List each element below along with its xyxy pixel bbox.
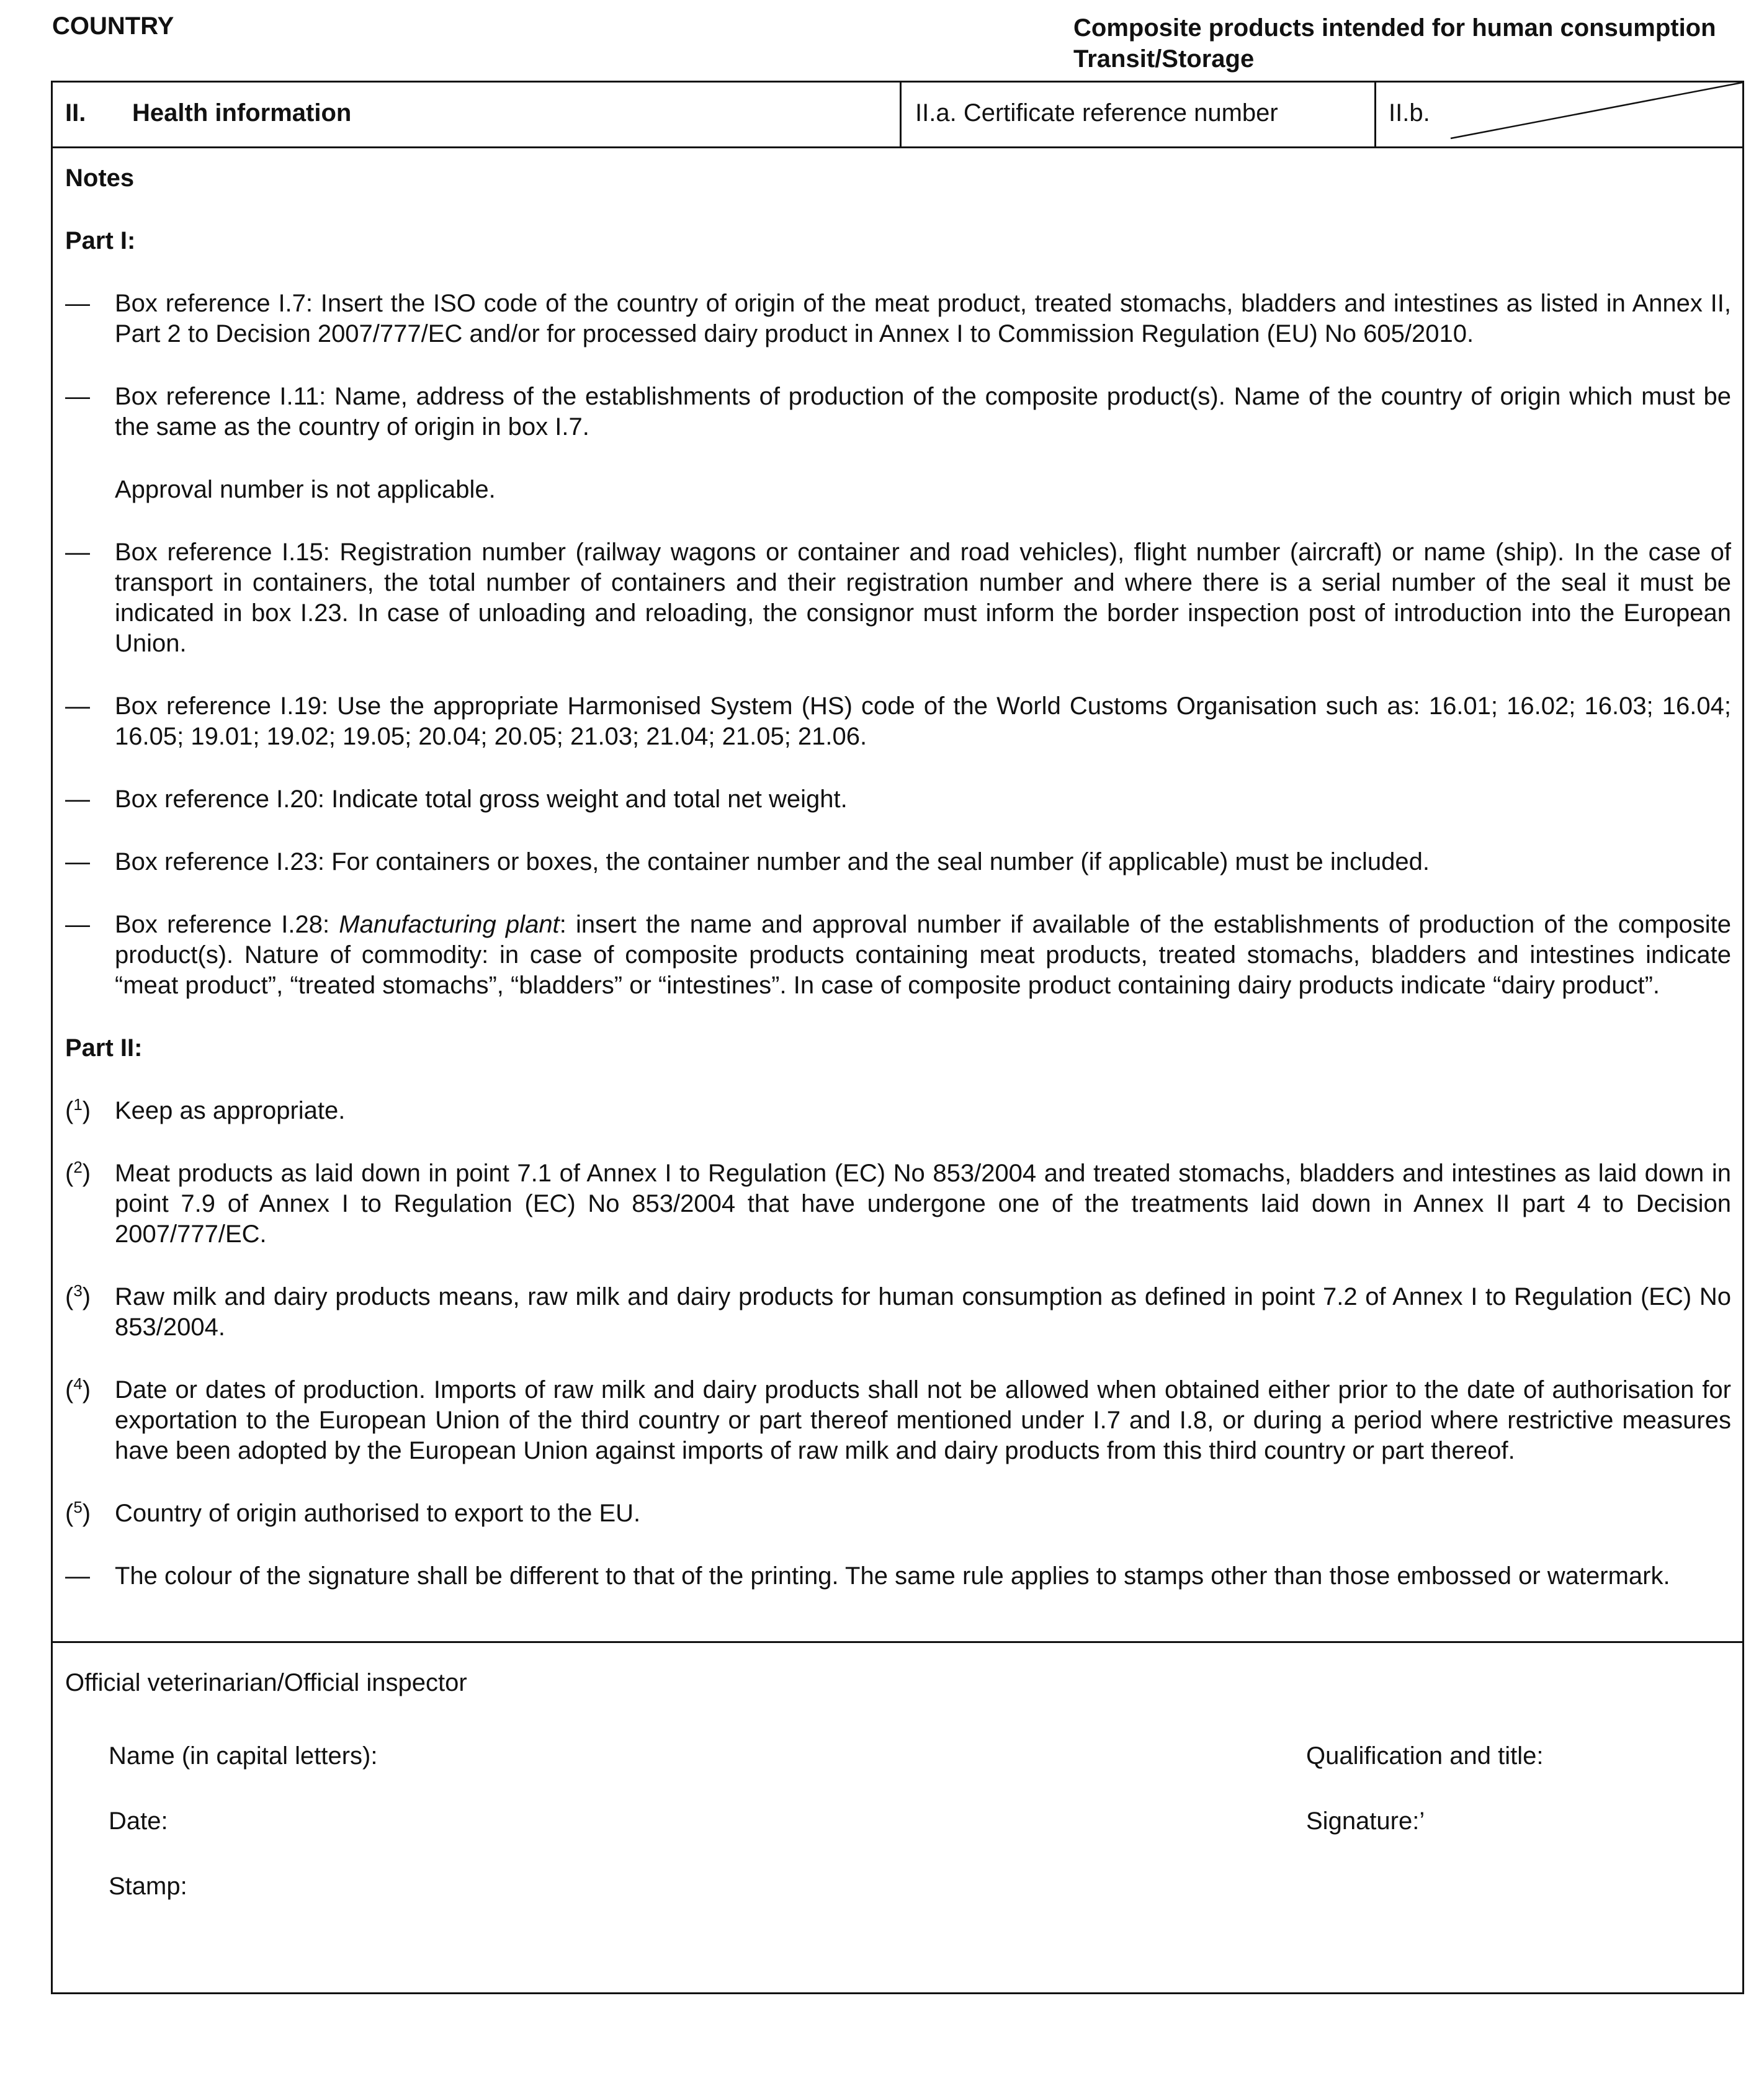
footnote-marker: ($^2$) [65,1158,91,1187]
note-text: Box reference I.11: Name, address of the establishments of production of the composite product(s). Name of the country of origin which must be the same as the country of origin in box I.7. [115,383,1731,441]
note-box-i7 [65,289,1731,349]
dash-mark: — [65,1562,90,1590]
note-text-italic: Manufacturing plant [339,911,560,938]
name-label: Name (in capital letters): [109,1742,378,1770]
footnote-text: Date or dates of production. Imports of raw milk and dairy products shall not be allowed when obtained either prior to the date of authorisation for exportation to the European Union of the third country or part thereof mentioned under I.7 and I.8, or during a period where restrictive measures have been adopted by the European Union against imports of raw milk and dairy products from this third country or part thereof. [115,1376,1731,1464]
footnote-text: Keep as appropriate. [115,1097,346,1124]
footnote-marker: ($^1$) [65,1095,91,1124]
note-text: Box reference I.19: Use the appropriate Harmonised System (HS) code of the World Customs Organisation such as: 16.01; 16.02; 16.03; 16.04; 16.05; 19.01; 19.02; 19.05; 20.04; 20.05; 21.03; 21.04; 21.05; 21.06. [115,692,1731,750]
official-inspector-title: Official veterinarian/Official inspector [65,1669,467,1696]
title-line-1: Composite products intended for human consumption [1073,14,1716,42]
note-approval-number: Approval number is not applicable. [115,476,496,503]
note-box-i20 [65,784,1731,815]
dash-mark: — [65,911,90,938]
footnote-2 [65,1158,1731,1250]
iib-label: II.b. [1389,99,1430,127]
part1-heading: Part I: [65,227,136,254]
certificate-reference-cell [902,83,1376,146]
footnote-number: 2 [73,1158,83,1176]
dash-mark: — [65,290,90,317]
footnote-text: Raw milk and dairy products means, raw milk and dairy products for human consumption as defined in point 7.2 of Annex I to Regulation (EC) No 853/2004. [115,1283,1731,1341]
note-box-i28 [65,910,1731,1001]
part2-heading: Part II: [65,1034,143,1062]
diagonal-strike-line [1376,83,1742,146]
footnote-3 [65,1282,1731,1343]
note-text: Box reference I.7: Insert the ISO code of the country of origin of the meat product, treated stomachs, bladders and intestines as listed in Annex II, Part 2 to Decision 2007/777/EC and/or for processed dairy product in Annex I to Commission Regulation (EU) No 605/2010. [115,290,1731,347]
health-information-cell [53,83,902,146]
footnote-text: Meat products as laid down in point 7.1 of Annex I to Regulation (EC) No 853/2004 and treated stomachs, bladders and intestines as laid down in point 7.9 of Annex I to Regulation (EC) No 853/2004 that have undergone one of the treatments laid down in Annex II part 4 to Decision 2007/777/EC. [115,1160,1731,1248]
dash-mark: — [65,786,90,813]
note-text: The colour of the signature shall be different to that of the printing. The same rule applies to stamps other than those embossed or watermark. [115,1562,1670,1590]
signature-section [53,1641,1742,1992]
note-text: Box reference I.15: Registration number (railway wagons or container and road vehicles), flight number (aircraft) or name (ship). In the case of transport in containers, the total number of containers and their registration number and where there is a serial number of the seal it must be indicated in box I.23. In case of unloading and reloading, the consignor must inform the border inspection post of introduction into the European Union. [115,539,1731,657]
footnote-number: 1 [73,1095,83,1114]
note-box-i19 [65,691,1731,752]
footnote-number: 3 [73,1281,83,1300]
iib-cell [1376,83,1742,146]
certificate-reference-label: II.a. Certificate reference number [915,99,1278,127]
signature-label: Signature:’ [1306,1807,1425,1835]
dash-mark: — [65,692,90,720]
country-label: COUNTRY [52,12,174,40]
qualification-label: Qualification and title: [1306,1742,1544,1770]
footnote-marker: ($^4$) [65,1374,91,1404]
notes-section [65,163,1731,1592]
note-box-i23 [65,847,1731,877]
date-label: Date: [109,1807,168,1835]
section-title: Health information [132,99,352,127]
note-text-start: Box reference I.28: [115,911,339,938]
footnote-1 [65,1096,1731,1126]
note-text-end: : insert the name and approval number if available of the establishments of production of the composite product(s). Nature of commodity: in case of composite products containing meat products, treated stomachs, bladders and intestines indicate “meat product”, “treated stomachs”, “bladders” or “intestines”. In case of composite product containing dairy products indicate “dairy product”. [115,911,1732,999]
section-header-row [53,83,1742,148]
dash-mark: — [65,848,90,875]
dash-mark: — [65,383,90,410]
footnote-text: Country of origin authorised to export to the EU. [115,1500,641,1527]
note-text: Box reference I.23: For containers or boxes, the container number and the seal number (if applicable) must be included. [115,848,1430,875]
document-title [1073,12,1716,74]
footnote-number: 5 [73,1498,83,1516]
note-box-i11 [65,382,1731,442]
footnote-number: 4 [73,1374,83,1393]
section-number: II. [65,99,86,127]
footnote-marker: ($^5$) [65,1498,91,1527]
note-text: Box reference I.20: Indicate total gross weight and total net weight. [115,786,848,813]
title-line-2: Transit/Storage [1073,45,1255,73]
dash-mark: — [65,539,90,566]
footnote-4 [65,1375,1731,1466]
stamp-label: Stamp: [109,1873,187,1900]
footnote-marker: ($^3$) [65,1281,91,1310]
notes-heading: Notes [65,164,135,192]
note-box-i15 [65,537,1731,659]
signature-colour-note [65,1561,1731,1592]
certificate-frame [51,81,1744,1994]
footnote-5 [65,1498,1731,1529]
